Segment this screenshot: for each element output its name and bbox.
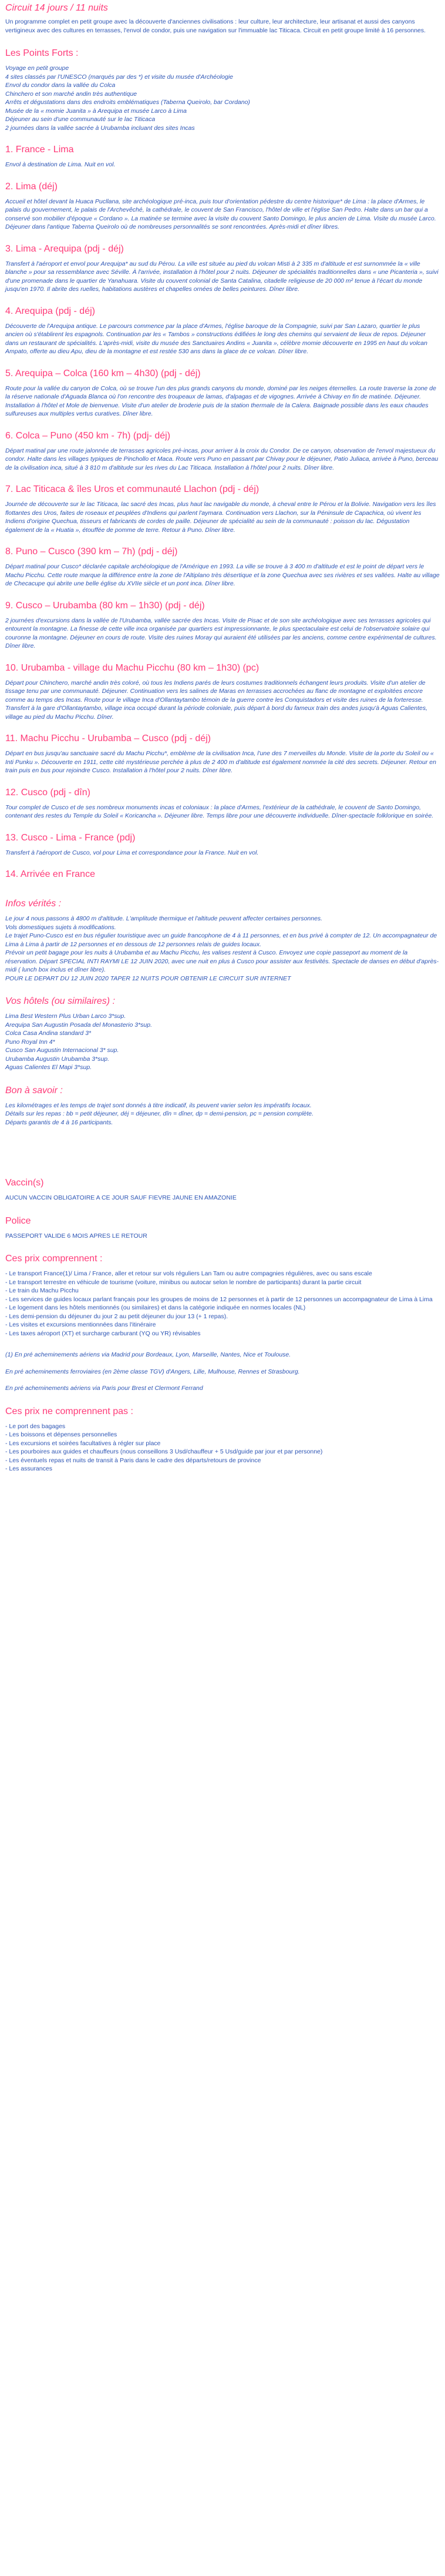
bon-line: Les kilométrages et les temps de trajet sont donnés à titre indicatif, ils peuvent varier selon les impératifs locaux. bbox=[5, 1101, 312, 1109]
hotels-heading: Vos hôtels (ou similaires) : bbox=[5, 996, 116, 1006]
day-title: 8. Puno – Cusco (390 km – 7h) (pdj - déj) bbox=[5, 547, 178, 557]
hotels-list bbox=[5, 1012, 440, 1072]
police-heading: Police bbox=[5, 1215, 31, 1226]
points-forts-list bbox=[5, 64, 440, 132]
list-item: Voyage en petit groupe bbox=[5, 65, 69, 72]
list-item: - Le logement dans les hôtels mentionnés (ou similaires) et dans la catégorie indiquée en normes locales (NL) bbox=[5, 1304, 306, 1311]
list-item: Arrêts et dégustations dans des endroits emblématiques (Taberna Queirolo, bar Cordano) bbox=[5, 99, 250, 106]
list-item: - Le transport France(1)/ Lima / France, aller et retour sur vols réguliers Lan Tam ou autre compagnies régulières, avec ou sans escale bbox=[5, 1270, 372, 1277]
day-title: 11. Machu Picchu - Urubamba – Cusco (pdj - déj) bbox=[5, 733, 211, 743]
day-text: Découverte de l'Arequipa antique. Le parcours commence par la place d'Armes, l'église baroque de la Compagnie, suivi par San Lazaro, quartier le plus ancien où s'établirent les espagnols. Continuation par les « Tambos » constructions édifiées le long des chemins qui servaient de lieux de repos. Déjeuner dans un restaurant de spécialités. L'après-midi, visite du musée des Sanctuaires Andins « Juanita », célèbre momie découverte en 1995 en haut du volcan Ampato, offerte au dieu Apu, dieu de la montagne et est restée 530 ans dans la glace de ce volcan. Dîner libre. bbox=[5, 322, 427, 355]
day-title: 2. Lima (déj) bbox=[5, 181, 58, 192]
list-item: - Les boissons et dépenses personnelles bbox=[5, 1431, 117, 1438]
day-text: Route pour la vallée du canyon de Colca, où se trouve l'un des plus grands canyons du monde, dominé par les neiges éternelles. La route traverse la zone de la réserve nationale d'Aguada Blanca où l'on rencontre des troupeaux de lamas, d'alpagas et de vigognes. Arrivée à Chivay en fin de matinée. Déjeuner. Installation à l'hôtel et Mole de bienvenue. Visite d'un atelier de broderie puis de la station thermale de la Calera. Baignade possible dans les eaux chaudes sulfureuses aux multiples vertus curatives. Dîner libre. bbox=[5, 384, 436, 417]
hotel-line: Lima Best Western Plus Urban Larco 3*sup. bbox=[5, 1013, 126, 1020]
list-item: 2 journées dans la vallée sacrée à Urubamba incluant des sites Incas bbox=[5, 124, 195, 132]
day-title: 14. Arrivée en France bbox=[5, 869, 95, 879]
list-item: Déjeuner au sein d'une communauté sur le lac Titicaca bbox=[5, 116, 156, 123]
list-item: - Les excursions et soirées facultatives à régler sur place bbox=[5, 1439, 161, 1447]
bon-list bbox=[5, 1101, 440, 1127]
note-line: En pré acheminements aériens via Paris pour Brest et Clermont Ferrand bbox=[5, 1385, 203, 1392]
bon-heading: Bon à savoir : bbox=[5, 1085, 63, 1096]
hotel-line: Arequipa San Augustin Posada del Monasterio 3*sup. bbox=[5, 1021, 153, 1029]
prix-non-heading: Ces prix ne comprennent pas : bbox=[5, 1406, 133, 1416]
bon-line: Départs garantis de 4 à 16 participants. bbox=[5, 1118, 113, 1126]
day-title: 5. Arequipa – Colca (160 km – 4h30) (pdj - déj) bbox=[5, 368, 201, 378]
list-item: - Les pourboires aux guides et chauffeurs (nous conseillons 3 Usd/chauffeur + 5 Usd/guide par jour et par personne) bbox=[5, 1448, 323, 1455]
day-text: Départ en bus jusqu'au sanctuaire sacré du Machu Picchu*, emblème de la civilisation Inca, l'une des 7 merveilles du Monde. Visite de la porte du Soleil ou « Inti Punku ». Découverte en 1911, cette cité mystérieuse perchée à plus de 2 400 m d'altitude est également nommée la cité des secrets. Déjeuner. Retour en train puis en bus pour rejoindre Cusco. Installation à l'hôtel pour 2 nuits. Dîner libre. bbox=[5, 750, 436, 774]
day-text: Départ matinal pour Cusco* déclarée capitale archéologique de l'Amérique en 1993. La ville se trouve à 3 400 m d'altitude et est le point de départ vers le Machu Picchu. Cette route marque la différence entre la zone de l'Altiplano très désertique et la zone Quechua avec ses rivières et ses vallées. Halte au village de Checacupe qui abrite une belle église du XVIIe siècle et un pont inca. Dîner libre. bbox=[5, 563, 440, 587]
list-item: - Le port des bagages bbox=[5, 1422, 66, 1430]
itinerary bbox=[5, 144, 440, 880]
day-title: 9. Cusco – Urubamba (80 km – 1h30) (pdj - déj) bbox=[5, 600, 205, 611]
info-line: Le trajet Puno-Cusco est en bus régulier touristique avec un guide francophone de 4 à 11 personnes, et en bus privé à compter de 12. Un accompagnateur de Lima à Lima à partir de 12 personnes et en dessous de 12 personnes relais de guides locaux. bbox=[5, 932, 437, 948]
hotel-line: Puno Royal Inn 4* bbox=[5, 1038, 55, 1046]
list-item: - Les services de guides locaux parlant français pour les groupes de moins de 12 personnes et à partir de 12 personnes un accompagnateur de Lima à Lima bbox=[5, 1295, 433, 1303]
day-text: 2 journées d'excursions dans la vallée de l'Urubamba, vallée sacrée des Incas. Visite de Pisac et de son site archéologique avec ses terrasses agricoles qui entourent la montagne. La finesse de cette ville inca organisée par quartiers est impressionnante, le plus spectaculaire est celui de l'observatoire solaire qui couronne la montagne. Déjeuner en cours de route. Visite des ruines Moray qui auraient été utilisées par les anciens, comme centre expérimental de cultures. Dîner libre. bbox=[5, 617, 437, 649]
day-title: 6. Colca – Puno (450 km - 7h) (pdj- déj) bbox=[5, 430, 171, 441]
prix-comprend-list bbox=[5, 1269, 440, 1338]
police-text: PASSEPORT VALIDE 6 MOIS APRES LE RETOUR bbox=[5, 1232, 147, 1240]
list-item: - Les visites et excursions mentionnées dans l'itinéraire bbox=[5, 1321, 156, 1328]
day-text: Tour complet de Cusco et de ses nombreux monuments incas et coloniaux : la place d'Armes, l'extérieur de la cathédrale, le couvent de Santo Domingo, contenant des restes du Temple du Soleil « Koricancha ». Déjeuner libre. Temps libre pour une découverte individuelle. Dîner-spectacle folklorique en soirée. bbox=[5, 803, 434, 819]
list-item: - Les demi-pension du déjeuner du jour 2 au petit déjeuner du jour 13 (+ 1 repas). bbox=[5, 1312, 228, 1320]
prix-comprend-heading: Ces prix comprennent : bbox=[5, 1254, 103, 1264]
day-title: 1. France - Lima bbox=[5, 145, 74, 155]
day-text: Transfert à l'aéroport de Cusco, vol pour Lima et correspondance pour la France. Nuit en vol. bbox=[5, 849, 259, 856]
circuit-intro: Un programme complet en petit groupe avec la découverte d'anciennes civilisations : leur culture, leur architecture, leur artisanat et aussi des canyons vertigineux avec des cultures en terrasses, l'envol de condor, puis une navigation sur l'immuable lac Titicaca. Circuit en petit groupe limité à 16 personnes. bbox=[5, 18, 426, 34]
day-title: 4. Arequipa (pdj - déj) bbox=[5, 306, 95, 316]
info-line: Prévoir un petit bagage pour les nuits à Urubamba et au Machu Picchu, les valises restent à Cusco. Envoyez une copie passeport au moment de la réservation. Départ SPECIAL INTI RAYMI LE 12 JUIN 2020, avec une nuit en plus à Cusco pour assister aux festivités. Spectacle de danses en début d'après-midi ( lunch box inclus et dîner libre). bbox=[5, 949, 439, 973]
day-text: Départ matinal par une route jalonnée de terrasses agricoles pré-incas, pour arriver à la croix du Condor. De ce canyon, observation de l'envol majestueux du condor. Halte dans les villages typiques de Pinchollo et Maca. Route vers Puno en passant par Chivay pour le déjeuner, Patio Juliaca, arrivée à Puno, berceau de la civilisation inca, situé à 3 810 m d'altitude sur les rives du Lac Titicaca. Installation à l'hôtel pour 2 nuits. Dîner libre. bbox=[5, 447, 439, 471]
list-item: - Le transport terrestre en véhicule de tourisme (voiture, minibus ou autocar selon le nombre de participants) durant la partie circuit bbox=[5, 1278, 362, 1286]
points-forts-heading: Les Points Forts : bbox=[5, 48, 79, 58]
info-line: POUR LE DEPART DU 12 JUIN 2020 TAPER 12 NUITS POUR OBTENIR LE CIRCUIT SUR INTERNET bbox=[5, 974, 291, 982]
vaccins-heading: Vaccin(s) bbox=[5, 1178, 44, 1188]
day-title: 3. Lima - Arequipa (pdj - déj) bbox=[5, 243, 124, 254]
info-line: Le jour 4 nous passons à 4800 m d'altitude. L'amplitude thermique et l'altitude peuvent affecter certaines personnes. bbox=[5, 915, 323, 922]
hotel-line: Aguas Calientes El Mapi 3*sup. bbox=[5, 1064, 92, 1071]
info-line: Vols domestiques sujets à modifications. bbox=[5, 923, 116, 931]
vaccins-text: AUCUN VACCIN OBLIGATOIRE A CE JOUR SAUF FIEVRE JAUNE EN AMAZONIE bbox=[5, 1194, 237, 1201]
list-item: - Les assurances bbox=[5, 1465, 52, 1472]
infos-list bbox=[5, 915, 440, 983]
day-title: 10. Urubamba - village du Machu Picchu (80 km – 1h30) (pc) bbox=[5, 662, 259, 673]
list-item: - Le train du Machu Picchu bbox=[5, 1287, 79, 1294]
day-title: 13. Cusco - Lima - France (pdj) bbox=[5, 832, 136, 843]
day-title: 12. Cusco (pdj - dîn) bbox=[5, 787, 90, 798]
infos-heading: Infos vérités : bbox=[5, 899, 62, 909]
hotel-line: Cusco San Augustin Internacional 3* sup. bbox=[5, 1047, 119, 1054]
day-text: Accueil et hôtel devant la Huaca Pucllana, site archéologique pré-inca, puis tour d'orientation pédestre du centre historique* de Lima : la place d'Armes, le palais du gouvernement, le palais de l'Archevêché, la cathédrale, le couvent de San Francisco, l'hôtel de ville et l'église San Pedro. Halte dans un bar qui a conservé son mobilier d'époque « Cordano ». La matinée se termine avec la visite du couvent Santo Domingo, le plus ancien de Lima. Visite du musée Larco. Déjeuner dans l'antique Taberna Queirolo où de nombreuses personnalités se sont rencontrées. Après-midi et dîner libres. bbox=[5, 197, 436, 230]
list-item: - Les éventuels repas et nuits de transit à Paris dans le cadre des départs/retours de province bbox=[5, 1456, 261, 1464]
list-item: Musée de la « momie Juanita » à Arequipa et musée Larco à Lima bbox=[5, 107, 187, 115]
list-item: Chinchero et son marché andin très authentique bbox=[5, 90, 137, 98]
hotel-line: Urubamba Augustin Urubamba 3*sup. bbox=[5, 1055, 110, 1063]
day-text: Journée de découverte sur le lac Titicaca, lac sacré des Incas, plus haut lac navigable du monde, à cheval entre le Pérou et la Bolivie. Navigation vers les îles flottantes des Uros, faites de roseaux et peuplées d'Indiens qui parlent l'aymara. Continuation vers Llachon, sur la Péninsule de Capachica, où vivent les Indiens d'origine Quechua, tisseurs et fabricants de cordes de paille. Déjeuner de spécialité au sein de la communauté : poisson du lac. Dégustation également de la « Huatia », étouffée de pomme de terre. Retour à Puno. Dîner libre. bbox=[5, 501, 436, 534]
note-line: En pré acheminements ferroviaires (en 2ème classe TGV) d'Angers, Lille, Mulhouse, Rennes et Strasbourg. bbox=[5, 1368, 300, 1375]
day-title: 7. Lac Titicaca & îles Uros et communauté Llachon (pdj - déj) bbox=[5, 484, 259, 494]
list-item: 4 sites classés par l'UNESCO (marqués par des *) et visite du musée d'Archéologie bbox=[5, 73, 234, 81]
bon-line: Détails sur les repas : bb = petit déjeuner, déj = déjeuner, dîn = dîner, dp = demi-pension, pc = pension complète. bbox=[5, 1110, 314, 1117]
list-item: - Les taxes aéroport (XT) et surcharge carburant (YQ ou YR) révisables bbox=[5, 1329, 201, 1337]
circuit-title: Circuit 14 jours / 11 nuits bbox=[5, 3, 108, 13]
day-text: Envol à destination de Lima. Nuit en vol. bbox=[5, 161, 116, 168]
hotel-line: Colca Casa Andina standard 3* bbox=[5, 1030, 92, 1037]
note-line: (1) En pré acheminements aériens via Madrid pour Bordeaux, Lyon, Marseille, Nantes, Nice et Toulouse. bbox=[5, 1351, 291, 1358]
day-text: Transfert à l'aéroport et envol pour Arequipa* au sud du Pérou. La ville est située au pied du volcan Misti à 2 335 m d'altitude et est surnommée la « ville blanche » pour sa ressemblance avec Séville. À l'arrivée, installation à l'hôtel pour 2 nuits. Déjeuner de spécialités traditionnelles dans « une Picanteria », suivi d'une promenade dans le quartier de Yanahuara. Visite du couvent colonial de Santa Catalina, citadelle religieuse de 20 000 m² tenue à l'écart du monde jusqu'en 1970. Il abrite des ruelles, habitations austères et chapelles ornées de belles peintures. Dîner libre. bbox=[5, 260, 439, 293]
list-item: Envol du condor dans la vallée du Colca bbox=[5, 82, 116, 89]
prix-non-list bbox=[5, 1422, 440, 1473]
day-text: Départ pour Chinchero, marché andin très coloré, où tous les Indiens parés de leurs costumes traditionnels échangent leurs produits. Visite d'un atelier de tissage tenu par une communauté. Déjeuner. Continuation vers les salines de Maras en terrasses accrochées au flanc de montagne et exploitées encore comme au temps des Incas. Route pour le village Inca d'Ollantaytambo témoin de la guerre contre les Conquistadors et visite des ruines de la forteresse. Transfert à la gare d'Ollantaytambo, village inca occupé durant la période coloniale, puis départ à bord du fameux train des andes jusqu'à Aguas Calientes, village au pied du Machu Picchu. Dîner. bbox=[5, 679, 428, 721]
